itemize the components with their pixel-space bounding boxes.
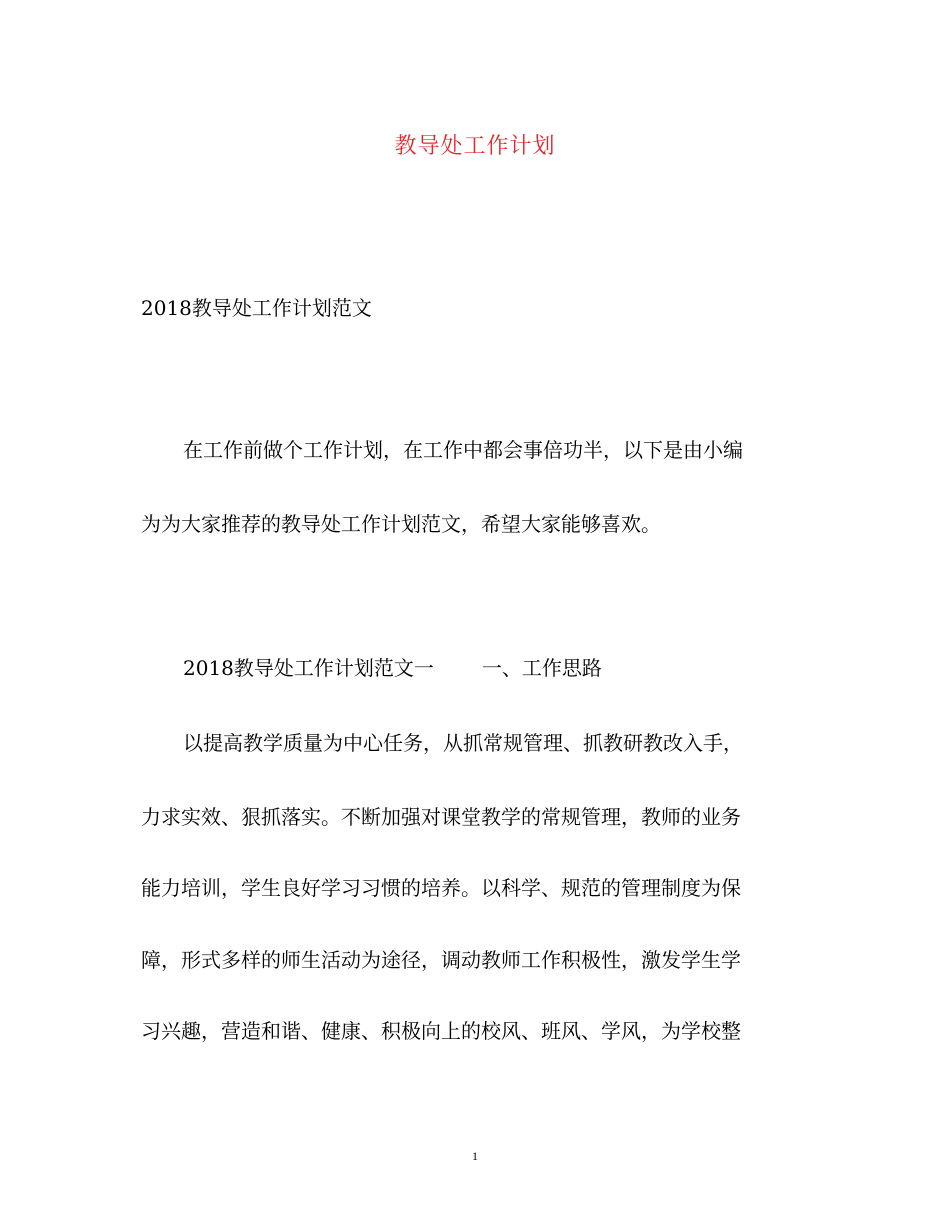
body-line-1: 以提高教学质量为中心任务，从抓常规管理、抓教研教改入手， — [183, 731, 743, 755]
body-line-4: 障，形式多样的师生活动为途径，调动教师工作积极性，激发学生学 — [141, 948, 741, 972]
section-heading: 2018教导处工作计划范文一 — [183, 656, 434, 680]
body-line-2: 力求实效、狠抓落实。不断加强对课堂教学的常规管理，教师的业务 — [141, 805, 741, 829]
page-number: 1 — [472, 1149, 478, 1163]
body-line-3: 能力培训，学生良好学习习惯的培养。以科学、规范的管理制度为保 — [141, 876, 741, 900]
body-line-5: 习兴趣，营造和谐、健康、积极向上的校风、班风、学风，为学校整 — [141, 1019, 741, 1043]
document-title: 教导处工作计划 — [394, 134, 556, 159]
section-heading-row — [183, 652, 863, 684]
section-subheading: 一、工作思路 — [481, 656, 602, 680]
intro-line-2: 为为大家推荐的教导处工作计划范文，希望大家能够喜欢。 — [141, 512, 661, 536]
intro-line-1: 在工作前做个工作计划，在工作中都会事倍功半，以下是由小编 — [183, 438, 743, 462]
document-subtitle: 2018教导处工作计划范文 — [141, 296, 372, 320]
